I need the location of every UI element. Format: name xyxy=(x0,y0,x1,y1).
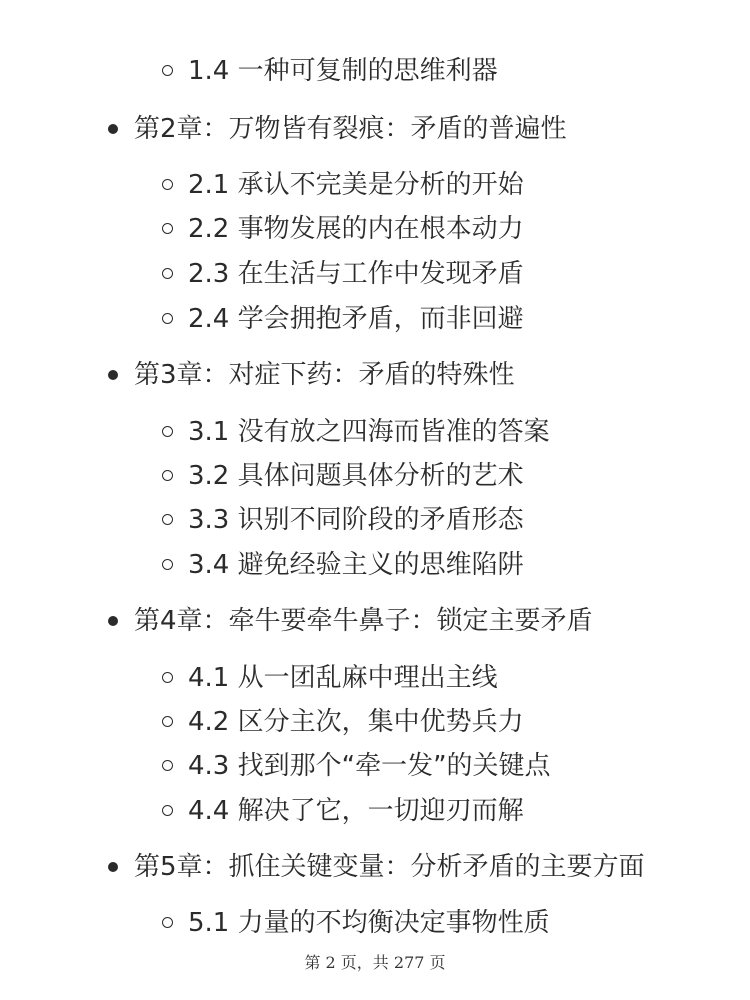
toc-item-text: 2.1 承认不完美是分析的开始 xyxy=(188,170,524,200)
toc-item-text: 4.2 区分主次，集中优势兵力 xyxy=(188,707,524,737)
toc-section-item xyxy=(188,302,524,336)
toc-item-text: 第5章：抓住关键变量：分析矛盾的主要方面 xyxy=(134,852,645,882)
toc-chapter-item xyxy=(134,604,593,638)
toc-section-item xyxy=(188,749,551,783)
toc-section-item xyxy=(188,548,524,582)
hollow-circle-bullet-icon xyxy=(162,559,173,570)
hollow-circle-bullet-icon xyxy=(162,917,173,928)
toc-item-text: 4.1 从一团乱麻中理出主线 xyxy=(188,663,498,693)
toc-item-text: 2.2 事物发展的内在根本动力 xyxy=(188,214,524,244)
toc-item-text: 4.4 解决了它，一切迎刃而解 xyxy=(188,796,524,826)
toc-item-text: 3.2 具体问题具体分析的艺术 xyxy=(188,461,524,491)
page-number-footer: 第 2 页，共 277 页 xyxy=(304,953,446,972)
toc-chapter-item xyxy=(134,358,515,392)
hollow-circle-bullet-icon xyxy=(162,805,173,816)
hollow-circle-bullet-icon xyxy=(162,179,173,190)
toc-chapter-item xyxy=(134,112,567,146)
hollow-circle-bullet-icon xyxy=(162,223,173,234)
toc-section-item xyxy=(188,503,524,537)
hollow-circle-bullet-icon xyxy=(162,313,173,324)
toc-section-item xyxy=(188,257,524,291)
filled-dot-bullet-icon xyxy=(108,862,118,872)
toc-section-item xyxy=(188,661,498,695)
toc-item-text: 1.4 一种可复制的思维利器 xyxy=(188,56,498,86)
toc-section-item xyxy=(188,415,550,449)
toc-item-text: 第2章：万物皆有裂痕：矛盾的普遍性 xyxy=(134,114,567,144)
toc-item-text: 3.1 没有放之四海而皆准的答案 xyxy=(188,417,550,447)
hollow-circle-bullet-icon xyxy=(162,672,173,683)
hollow-circle-bullet-icon xyxy=(162,760,173,771)
toc-item-text: 2.3 在生活与工作中发现矛盾 xyxy=(188,259,524,289)
toc-chapter-item xyxy=(134,850,645,884)
toc-section-item xyxy=(188,54,498,88)
toc-item-text: 3.3 识别不同阶段的矛盾形态 xyxy=(188,505,524,535)
toc-item-text: 5.1 力量的不均衡决定事物性质 xyxy=(188,908,550,938)
hollow-circle-bullet-icon xyxy=(162,514,173,525)
toc-item-text: 4.3 找到那个“牵一发”的关键点 xyxy=(188,751,551,781)
hollow-circle-bullet-icon xyxy=(162,470,173,481)
toc-item-text: 第3章：对症下药：矛盾的特殊性 xyxy=(134,360,515,390)
toc-section-item xyxy=(188,906,550,940)
toc-section-item xyxy=(188,212,524,246)
toc-section-item xyxy=(188,705,524,739)
toc-item-text: 3.4 避免经验主义的思维陷阱 xyxy=(188,550,524,580)
toc-section-item xyxy=(188,168,524,202)
hollow-circle-bullet-icon xyxy=(162,426,173,437)
filled-dot-bullet-icon xyxy=(108,370,118,380)
toc-item-text: 2.4 学会拥抱矛盾，而非回避 xyxy=(188,304,524,334)
toc-section-item xyxy=(188,794,524,828)
filled-dot-bullet-icon xyxy=(108,616,118,626)
filled-dot-bullet-icon xyxy=(108,124,118,134)
toc-section-item xyxy=(188,459,524,493)
hollow-circle-bullet-icon xyxy=(162,716,173,727)
hollow-circle-bullet-icon xyxy=(162,268,173,279)
hollow-circle-bullet-icon xyxy=(162,65,173,76)
toc-item-text: 第4章：牵牛要牵牛鼻子：锁定主要矛盾 xyxy=(134,606,593,636)
